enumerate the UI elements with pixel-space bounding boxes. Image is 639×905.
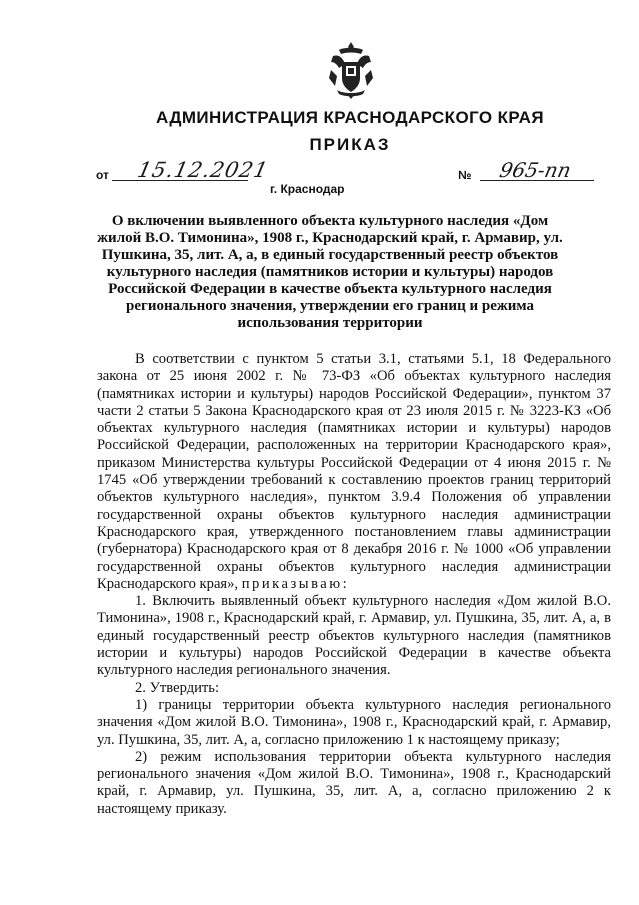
document-title: О включении выявленного объекта культурного наследия «Дом жилой В.О. Тимонина», 1908 г., Краснодарский край, г. Армавир, ул. Пушкина, 35, лит. А, а, в единый государственный реестр объектов культурного наследия (памятников истории и культуры) народов Российской Федерации в качестве объекта культурного наследия регионального значения, утверждении его границ и режима использования территории [97,213,563,331]
intro-paragraph [97,351,611,593]
organization-name: АДМИНИСТРАЦИЯ КРАСНОДАРСКОГО КРАЯ [156,108,544,127]
item-1: 1. Включить выявленный объект культурного наследия «Дом жилой В.О. Тимонина», 1908 г., Краснодарский край, г. Армавир, ул. Пушкина, 35, лит. А, а, в единый государственный реестр объектов культурного наследия (памятников истории и культуры) народов Российской Федерации в качестве объекта культурного наследия регионального значения. [97,593,611,679]
document-body [97,351,611,818]
order-word: приказываю: [241,575,350,592]
city: г. Краснодар [270,182,345,196]
date-label: от [96,168,109,182]
item-2: 2. Утвердить: [135,679,220,696]
coat-of-arms-icon [325,40,377,100]
document-type: ПРИКАЗ [309,135,391,154]
handwritten-number: 965-пп [497,158,574,182]
item-2-1: 1) границы территории объекта культурного наследия регионального значения «Дом жилой В.О. Тимонина», 1908 г., Краснодарский край, г. Армавир, ул. Пушкина, 35, лит. А, а, согласно приложению 1 к настоящему приказу; [97,696,611,748]
intro-text: В соответствии с пунктом 5 статьи 3.1, статьями 5.1, 18 Федерального закона от 25 июня 2002 г. № 73-ФЗ «Об объектах культурного наследия (памятниках истории и культуры) народов Российской Федерации», пунктом 37 части 2 статьи 5 Закона Краснодарского края от 23 июля 2015 г. № 3223-КЗ «Об объектах культурного наследия (памятниках истории и культуры) народов Российской Федерации, расположенных на территории Краснодарского края», приказом Министерства культуры Российской Федерации от 4 июня 2015 г. № 1745 «Об утверждении требований к составлению проектов границ территорий объектов культурного наследия», пунктом 3.9.4 Положения об управлении государственной охраны объектов культурного наследия администрации Краснодарского края, утвержденного постановлением главы администрации (губернатора) Краснодарского края от 8 декабря 2016 г. № 1000 «Об управлении государственной охраны объектов культурного наследия администрации Краснодарского края», [97,351,611,592]
item-2-2: 2) режим использования территории объекта культурного наследия регионального значения «Дом жилой В.О. Тимонина», 1908 г., Краснодарский край, г. Армавир, ул. Пушкина, 35, лит. А, а, согласно приложению 2 к настоящему приказу. [97,748,611,817]
handwritten-date: 15.12.2021 [135,158,271,182]
number-label: № [458,168,472,182]
